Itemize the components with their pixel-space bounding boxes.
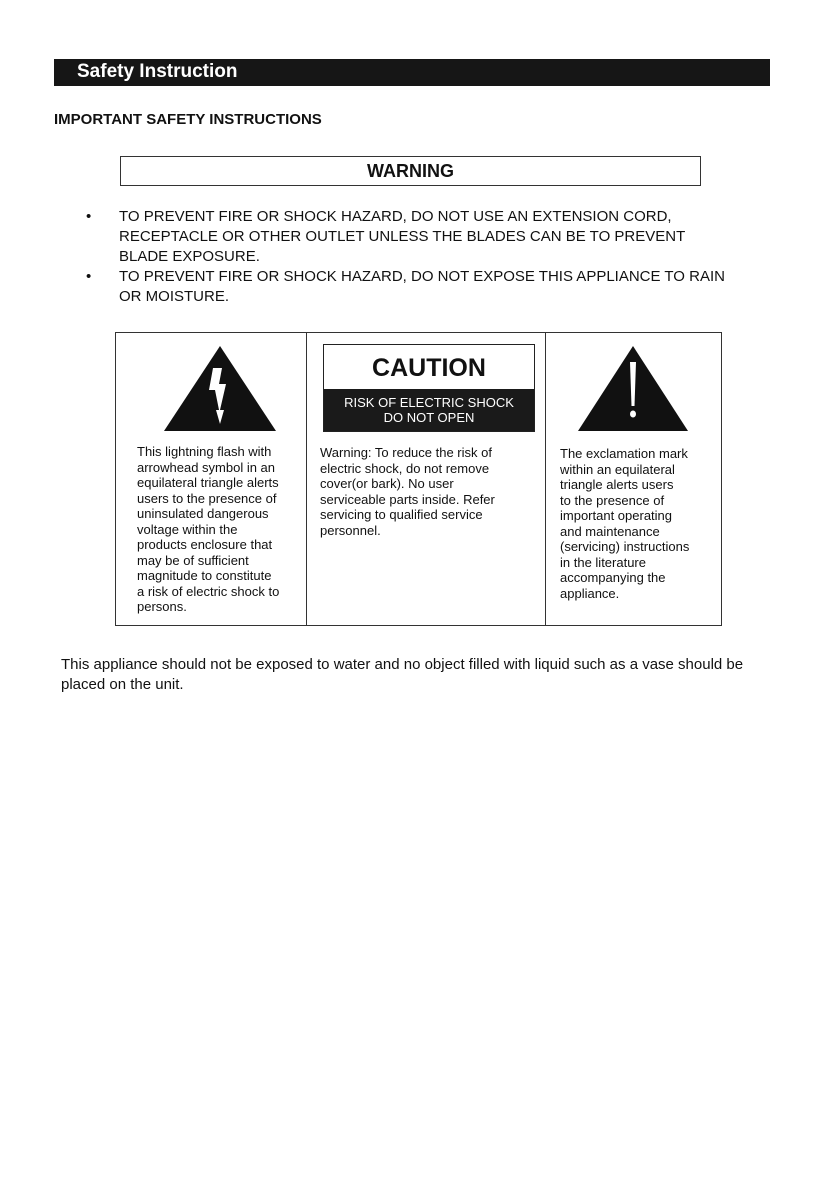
page-title: Safety Instruction [77,61,238,82]
exclamation-triangle-icon [577,346,689,432]
bullet-text: TO PREVENT FIRE OR SHOCK HAZARD, DO NOT USE AN EXTENSION CORD, RECEPTACLE OR OTHER OUTLET UNLESS THE BLADES CAN BE TO PREVENT BLADE EXPOSURE. [119,208,685,265]
lightning-triangle-icon [163,346,277,432]
caution-description: Warning: To reduce the risk of electric shock, do not remove cover(or bark). No user serviceable parts inside. Refer servicing to qualified service personnel. [320,445,495,538]
bullet-marker: • [86,268,92,285]
caution-label-panel [323,344,535,432]
caution-cell [307,333,546,625]
list-item [86,207,726,267]
list-item [86,267,726,307]
exclamation-description: The exclamation mark within an equilateral triangle alerts users to the presence of important operating and maintenance (servicing) instructions in the literature accompanying the appliance. [560,446,690,601]
bullet-text: TO PREVENT FIRE OR SHOCK HAZARD, DO NOT EXPOSE THIS APPLIANCE TO RAIN OR MOISTURE. [119,268,725,305]
caution-title: CAUTION [372,354,486,382]
warning-label: WARNING [367,161,454,181]
liquid-warning-note: This appliance should not be exposed to water and no object filled with liquid such as a vase should be placed on the unit. [61,656,744,693]
safety-symbol-table [115,332,722,626]
exclamation-symbol-cell [546,333,721,625]
lightning-description: This lightning flash with arrowhead symbol in an equilateral triangle alerts users to the presence of uninsulated dangerous voltage within the products enclosure that may be of sufficient magnitude to constitute a risk of electric shock to persons. [137,444,280,614]
section-heading: IMPORTANT SAFETY INSTRUCTIONS [54,111,322,128]
warning-box [120,156,701,186]
header-bar [54,59,770,86]
bullet-marker: • [86,208,92,225]
caution-band: RISK OF ELECTRIC SHOCK DO NOT OPEN [324,389,534,431]
warning-bullet-list [86,207,726,307]
lightning-symbol-cell [116,333,307,625]
